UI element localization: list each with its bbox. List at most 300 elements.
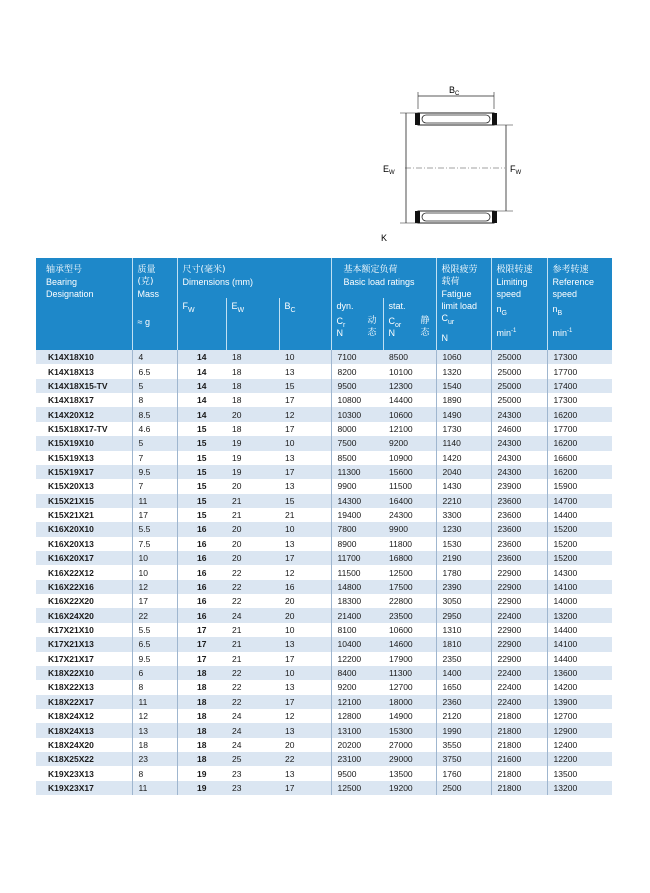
ew-cell: 18 [226,379,279,393]
designation-cell: K15X18X17-TV [36,422,132,436]
bc-cell: 16 [279,580,331,594]
stat-load-cell: 11800 [383,537,436,551]
designation-cell: K18X24X13 [36,723,132,737]
ew-cell: 24 [226,709,279,723]
table-row [36,766,612,780]
limiting-speed-cell: 22900 [491,565,547,579]
stat-load-cell: 13500 [383,766,436,780]
bc-cell: 10 [279,522,331,536]
bc-cell: 17 [279,781,331,795]
fatigue-load-cell: 1650 [436,680,491,694]
fw-cell: 19 [177,766,226,780]
reference-speed-cell: 12700 [547,709,612,723]
designation-cell: K17X21X17 [36,652,132,666]
fatigue-load-cell: 1400 [436,666,491,680]
dyn-load-cell: 13100 [331,723,383,737]
stat-load-cell: 15300 [383,723,436,737]
load-ratings-header: 基本额定负荷 Basic load ratings [331,258,436,298]
reference-speed-cell: 14100 [547,580,612,594]
table-row [36,393,612,407]
ew-cell: 24 [226,608,279,622]
reference-speed-cell: 14200 [547,680,612,694]
limiting-speed-cell: 21600 [491,752,547,766]
table-row [36,738,612,752]
table-row [36,781,612,795]
ew-cell: 22 [226,680,279,694]
table-row [36,666,612,680]
table-row [36,451,612,465]
bc-cell: 15 [279,494,331,508]
fw-cell: 18 [177,752,226,766]
dyn-load-cell: 8400 [331,666,383,680]
mass-cell: 8 [132,680,177,694]
fw-cell: 16 [177,608,226,622]
reference-speed-cell: 17700 [547,422,612,436]
table-row [36,494,612,508]
bc-cell: 10 [279,350,331,364]
fatigue-load-cell: 3550 [436,738,491,752]
stat-load-cell: 12500 [383,565,436,579]
reference-speed-cell: 12400 [547,738,612,752]
mass-cell: 9.5 [132,652,177,666]
reference-speed-cell: 17700 [547,364,612,378]
ew-cell: 22 [226,666,279,680]
fw-cell: 18 [177,723,226,737]
fw-label: $F_W$ [510,164,522,176]
mass-cell: 5 [132,379,177,393]
mass-cell: 17 [132,594,177,608]
limiting-speed-cell: 23600 [491,537,547,551]
dyn-load-cell: 10300 [331,407,383,421]
stat-load-cell: 14900 [383,709,436,723]
designation-cell: K18X24X12 [36,709,132,723]
fw-cell: 16 [177,522,226,536]
stat-load-cell: 10100 [383,364,436,378]
ew-cell: 22 [226,594,279,608]
limiting-speed-cell: 25000 [491,379,547,393]
mass-cell: 8 [132,393,177,407]
limiting-speed-cell: 22400 [491,680,547,694]
bc-cell: 12 [279,709,331,723]
stat-load-cell: 15600 [383,465,436,479]
dyn-load-cell: 20200 [331,738,383,752]
bc-cell: 17 [279,393,331,407]
bc-cell: 10 [279,436,331,450]
reference-speed-cell: 15200 [547,551,612,565]
limiting-speed-cell: 23600 [491,551,547,565]
fatigue-load-cell: 2190 [436,551,491,565]
stat-load-cell: 24300 [383,508,436,522]
ew-cell: 19 [226,465,279,479]
fw-cell: 14 [177,350,226,364]
fw-cell: 14 [177,379,226,393]
reference-speed-cell: 16200 [547,465,612,479]
dyn-load-cell: 12100 [331,695,383,709]
stat-load-cell: 12700 [383,680,436,694]
ew-label: $E_W$ [383,164,395,176]
fatigue-load-cell: 2390 [436,580,491,594]
reference-speed-cell: 13600 [547,666,612,680]
fatigue-load-cell: 1530 [436,537,491,551]
ew-cell: 20 [226,522,279,536]
limiting-speed-cell: 22900 [491,594,547,608]
dyn-load-cell: 14800 [331,580,383,594]
limiting-speed-cell: 24300 [491,451,547,465]
dyn-load-cell: 12200 [331,652,383,666]
bc-cell: 13 [279,723,331,737]
designation-cell: K14X18X10 [36,350,132,364]
fatigue-load-cell: 3050 [436,594,491,608]
designation-cell: K16X22X12 [36,565,132,579]
dyn-load-cell: 19400 [331,508,383,522]
bc-cell: 22 [279,752,331,766]
limiting-speed-cell: 23600 [491,522,547,536]
dyn-load-cell: 14300 [331,494,383,508]
reference-speed-cell: 13200 [547,608,612,622]
dyn-load-cell: 8500 [331,451,383,465]
fw-cell: 16 [177,537,226,551]
fatigue-load-cell: 3300 [436,508,491,522]
stat-load-cell: 27000 [383,738,436,752]
fw-cell: 17 [177,637,226,651]
fw-cell: 14 [177,364,226,378]
ew-cell: 20 [226,407,279,421]
reference-speed-cell: 14300 [547,565,612,579]
dyn-load-cell: 10800 [331,393,383,407]
designation-cell: K15X21X21 [36,508,132,522]
fatigue-load-cell: 1540 [436,379,491,393]
ew-cell: 22 [226,565,279,579]
designation-cell: K18X24X20 [36,738,132,752]
designation-cell: K19X23X13 [36,766,132,780]
reference-speed-header: 参考转速 Reference speed $n_B$ $\min^{-1}$ [547,258,612,350]
bc-cell: 20 [279,608,331,622]
dyn-load-cell: 8200 [331,364,383,378]
roller-bottom [422,213,490,221]
dyn-load-cell: 12800 [331,709,383,723]
designation-cell: K14X20X12 [36,407,132,421]
table-row [36,680,612,694]
table-row [36,479,612,493]
dyn-load-cell: 9500 [331,379,383,393]
bc-cell: 15 [279,379,331,393]
reference-speed-cell: 16200 [547,436,612,450]
cage-right-top [492,113,497,125]
fatigue-load-header: 极限疲劳 载荷 Fatigue limit load $C_{ur}$ N [436,258,491,350]
bc-cell: 12 [279,565,331,579]
ew-header: $E_W$ [226,298,279,350]
ew-cell: 21 [226,623,279,637]
designation-cell: K18X22X10 [36,666,132,680]
stat-load-cell: 10600 [383,407,436,421]
ew-cell: 22 [226,695,279,709]
ew-cell: 21 [226,637,279,651]
table-row [36,350,612,364]
ew-cell: 23 [226,766,279,780]
mass-cell: 6.5 [132,364,177,378]
table-row [36,695,612,709]
limiting-speed-cell: 22900 [491,580,547,594]
limiting-speed-cell: 23600 [491,494,547,508]
reference-speed-cell: 12900 [547,723,612,737]
table-row [36,436,612,450]
fw-cell: 18 [177,695,226,709]
ew-cell: 21 [226,652,279,666]
mass-cell: 12 [132,709,177,723]
ew-cell: 21 [226,508,279,522]
designation-cell: K15X19X13 [36,451,132,465]
mass-cell: 11 [132,494,177,508]
mass-cell: 10 [132,565,177,579]
designation-cell: K16X22X16 [36,580,132,594]
mass-cell: 8.5 [132,407,177,421]
fw-cell: 15 [177,422,226,436]
reference-speed-cell: 14400 [547,652,612,666]
table-row [36,465,612,479]
table-row [36,580,612,594]
limiting-speed-cell: 22900 [491,623,547,637]
bc-cell: 13 [279,637,331,651]
ew-cell: 18 [226,422,279,436]
mass-cell: 5.5 [132,522,177,536]
table-row [36,594,612,608]
limiting-speed-cell: 22400 [491,666,547,680]
dyn-load-cell: 8100 [331,623,383,637]
fatigue-load-cell: 1490 [436,407,491,421]
dyn-load-cell: 9200 [331,680,383,694]
ew-cell: 20 [226,551,279,565]
limiting-speed-cell: 22900 [491,637,547,651]
designation-cell: K14X18X17 [36,393,132,407]
table-row [36,652,612,666]
table-row [36,565,612,579]
table-header [36,258,612,350]
table-row [36,537,612,551]
bc-cell: 17 [279,695,331,709]
table-body [36,350,612,795]
designation-cell: K18X22X13 [36,680,132,694]
dyn-load-cell: 12500 [331,781,383,795]
dyn-load-cell: 11700 [331,551,383,565]
mass-cell: 7 [132,479,177,493]
stat-load-cell: 12300 [383,379,436,393]
ew-cell: 20 [226,537,279,551]
bc-cell: 10 [279,623,331,637]
designation-cell: K17X21X13 [36,637,132,651]
designation-cell: K15X20X13 [36,479,132,493]
reference-speed-cell: 16200 [547,407,612,421]
dyn-load-cell: 7100 [331,350,383,364]
fw-cell: 17 [177,652,226,666]
bc-label: $B_C$ [449,85,460,97]
bc-cell: 17 [279,652,331,666]
fatigue-load-cell: 2950 [436,608,491,622]
dyn-load-cell: 11300 [331,465,383,479]
ew-cell: 23 [226,781,279,795]
ew-cell: 25 [226,752,279,766]
reference-speed-cell: 13900 [547,695,612,709]
dyn-load-cell: 9500 [331,766,383,780]
fatigue-load-cell: 2120 [436,709,491,723]
dynamic-load-header: dyn. $C_r$ 动 N 态 [331,298,383,350]
fatigue-load-cell: 1730 [436,422,491,436]
limiting-speed-cell: 21800 [491,723,547,737]
bc-cell: 17 [279,551,331,565]
mass-cell: 4 [132,350,177,364]
table-row [36,379,612,393]
dyn-load-cell: 8000 [331,422,383,436]
designation-cell: K16X22X20 [36,594,132,608]
fatigue-load-cell: 2500 [436,781,491,795]
mass-cell: 8 [132,766,177,780]
stat-load-cell: 17500 [383,580,436,594]
table-row [36,637,612,651]
ew-cell: 24 [226,738,279,752]
mass-cell: 6 [132,666,177,680]
fatigue-load-cell: 1760 [436,766,491,780]
reference-speed-cell: 14400 [547,623,612,637]
limiting-speed-cell: 25000 [491,364,547,378]
bc-cell: 13 [279,680,331,694]
table-row [36,623,612,637]
limiting-speed-cell: 21800 [491,781,547,795]
mass-cell: 5.5 [132,623,177,637]
stat-load-cell: 14600 [383,637,436,651]
ew-cell: 19 [226,451,279,465]
stat-load-cell: 11500 [383,479,436,493]
limiting-speed-cell: 23600 [491,508,547,522]
fw-cell: 15 [177,451,226,465]
mass-cell: 11 [132,781,177,795]
ew-cell: 18 [226,350,279,364]
mass-cell: 4.6 [132,422,177,436]
reference-speed-cell: 13500 [547,766,612,780]
stat-load-cell: 8500 [383,350,436,364]
stat-load-cell: 18000 [383,695,436,709]
table-row [36,422,612,436]
reference-speed-cell: 12200 [547,752,612,766]
limiting-speed-cell: 24300 [491,407,547,421]
designation-cell: K15X21X15 [36,494,132,508]
fatigue-load-cell: 1230 [436,522,491,536]
table-row [36,551,612,565]
mass-cell: 18 [132,738,177,752]
designation-cell: K14X18X13 [36,364,132,378]
dyn-load-cell: 8900 [331,537,383,551]
dyn-load-cell: 11500 [331,565,383,579]
dyn-load-cell: 10400 [331,637,383,651]
bc-cell: 13 [279,766,331,780]
dyn-load-cell: 7800 [331,522,383,536]
fatigue-load-cell: 1810 [436,637,491,651]
fw-cell: 15 [177,479,226,493]
reference-speed-cell: 14400 [547,508,612,522]
mass-cell: 9.5 [132,465,177,479]
ew-cell: 19 [226,436,279,450]
table-row [36,364,612,378]
bearing-diagram [375,83,525,245]
fw-cell: 14 [177,393,226,407]
dyn-load-cell: 9900 [331,479,383,493]
reference-speed-cell: 15900 [547,479,612,493]
dimensions-header: 尺寸(毫米) Dimensions (mm) [177,258,331,298]
fatigue-load-cell: 1430 [436,479,491,493]
stat-load-cell: 19200 [383,781,436,795]
stat-load-cell: 23500 [383,608,436,622]
mass-cell: 17 [132,508,177,522]
limiting-speed-cell: 22400 [491,608,547,622]
fw-cell: 15 [177,436,226,450]
dyn-load-cell: 7500 [331,436,383,450]
limiting-speed-cell: 22900 [491,652,547,666]
mass-cell: 7.5 [132,537,177,551]
fatigue-load-cell: 1420 [436,451,491,465]
cage-left-bottom [415,211,420,223]
table-row [36,508,612,522]
bearing-table [36,258,612,795]
designation-cell: K16X24X20 [36,608,132,622]
reference-speed-cell: 17300 [547,393,612,407]
fw-cell: 18 [177,738,226,752]
cage-left-top [415,113,420,125]
fw-cell: 14 [177,407,226,421]
ew-cell: 20 [226,479,279,493]
mass-cell: 13 [132,723,177,737]
stat-load-cell: 11300 [383,666,436,680]
stat-load-cell: 10900 [383,451,436,465]
reference-speed-cell: 13200 [547,781,612,795]
designation-cell: K16X20X10 [36,522,132,536]
designation-cell: K15X19X10 [36,436,132,450]
bc-cell: 13 [279,479,331,493]
mass-cell: 6.5 [132,637,177,651]
bc-cell: 20 [279,738,331,752]
bc-cell: 13 [279,451,331,465]
type-k-label: K [381,233,388,243]
bc-cell: 17 [279,422,331,436]
reference-speed-cell: 14100 [547,637,612,651]
fw-cell: 16 [177,551,226,565]
mass-cell: 23 [132,752,177,766]
bc-cell: 20 [279,594,331,608]
fw-cell: 17 [177,623,226,637]
limiting-speed-cell: 25000 [491,350,547,364]
designation-cell: K19X23X17 [36,781,132,795]
fatigue-load-cell: 1890 [436,393,491,407]
stat-load-cell: 9200 [383,436,436,450]
fw-cell: 15 [177,508,226,522]
mass-header: 质量 (克) Mass ≈ g [132,258,177,350]
ew-cell: 21 [226,494,279,508]
fw-cell: 18 [177,680,226,694]
bc-cell: 12 [279,407,331,421]
mass-cell: 10 [132,551,177,565]
designation-cell: K14X18X15-TV [36,379,132,393]
limiting-speed-header: 极限转速 Limiting speed $n_G$ $\min^{-1}$ [491,258,547,350]
limiting-speed-cell: 25000 [491,393,547,407]
stat-load-cell: 16400 [383,494,436,508]
designation-cell: K17X21X10 [36,623,132,637]
fatigue-load-cell: 2350 [436,652,491,666]
ew-cell: 18 [226,364,279,378]
dyn-load-cell: 21400 [331,608,383,622]
mass-cell: 11 [132,695,177,709]
fw-cell: 16 [177,580,226,594]
fatigue-load-cell: 3750 [436,752,491,766]
fatigue-load-cell: 1320 [436,364,491,378]
limiting-speed-cell: 21800 [491,738,547,752]
stat-load-cell: 10600 [383,623,436,637]
